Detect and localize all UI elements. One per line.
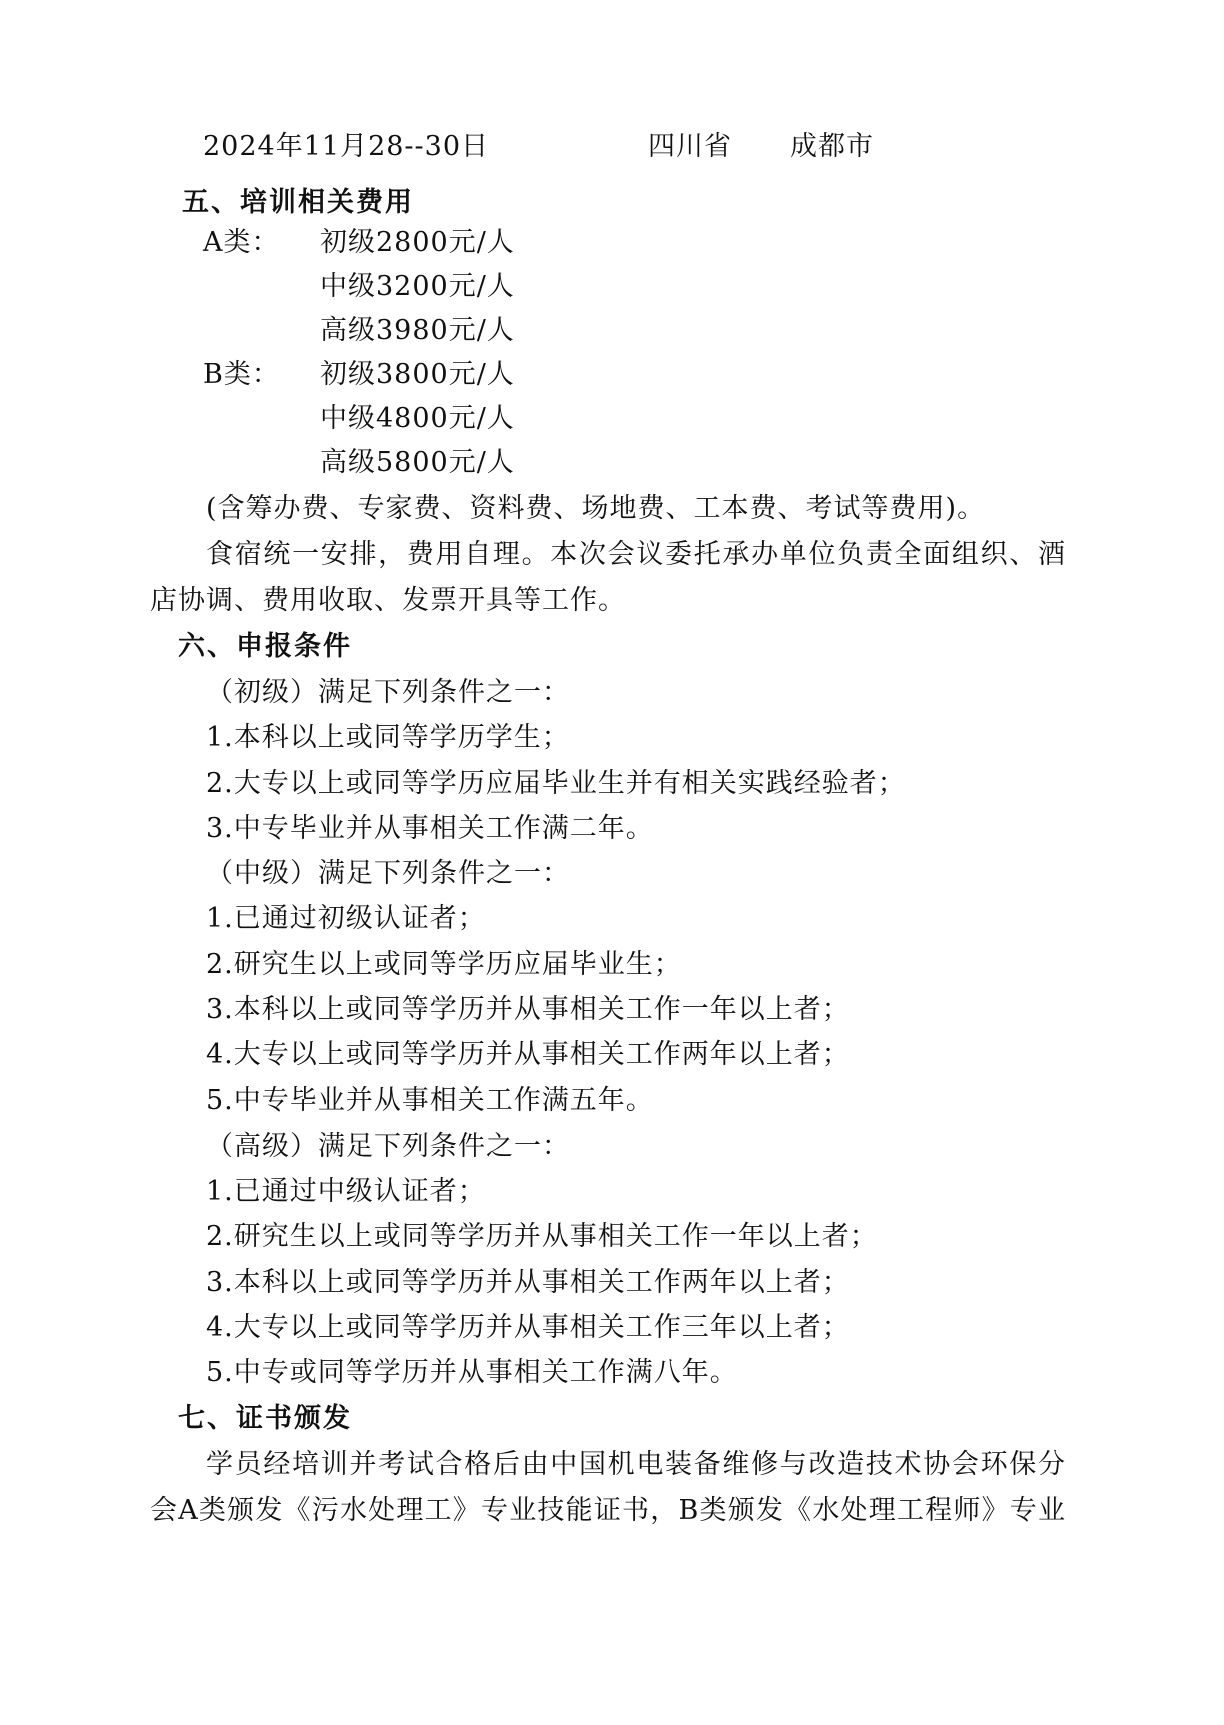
intermediate-condition-item: 2.研究生以上或同等学历应届毕业生； — [206, 949, 682, 980]
intermediate-conditions-title: （中级）满足下列条件之一： — [206, 858, 570, 889]
senior-conditions-title: （高级）满足下列条件之一： — [206, 1131, 570, 1162]
lodging-paragraph-line2: 店协调、费用收取、发票开具等工作。 — [150, 585, 626, 616]
schedule-date: 2024年11月28--30日 — [203, 131, 490, 162]
junior-condition-item: 3.中专毕业并从事相关工作满二年。 — [206, 813, 654, 844]
junior-condition-item: 1.本科以上或同等学历学生； — [206, 722, 570, 753]
senior-condition-item: 2.研究生以上或同等学历并从事相关工作一年以上者； — [206, 1221, 878, 1252]
class-a-label: A类： — [203, 227, 280, 258]
intermediate-condition-item: 1.已通过初级认证者； — [206, 903, 486, 934]
junior-condition-item: 2.大专以上或同等学历应届毕业生并有相关实践经验者； — [206, 768, 906, 799]
class-a-fee-junior: 初级2800元/人 — [320, 227, 515, 258]
class-a-fee-senior: 高级3980元/人 — [320, 315, 515, 346]
section5-heading: 五、培训相关费用 — [182, 187, 414, 218]
senior-condition-item: 4.大专以上或同等学历并从事相关工作三年以上者； — [206, 1312, 850, 1343]
intermediate-condition-item: 4.大专以上或同等学历并从事相关工作两年以上者； — [206, 1039, 850, 1070]
senior-condition-item: 3.本科以上或同等学历并从事相关工作两年以上者； — [206, 1267, 850, 1298]
certificate-paragraph-line2: 会A类颁发《污水处理工》专业技能证书，B类颁发《水处理工程师》专业 — [150, 1495, 1066, 1526]
class-a-fee-intermediate: 中级3200元/人 — [320, 271, 515, 302]
intermediate-condition-item: 5.中专毕业并从事相关工作满五年。 — [206, 1085, 654, 1116]
section7-heading: 七、证书颁发 — [178, 1403, 352, 1434]
intermediate-condition-item: 3.本科以上或同等学历并从事相关工作一年以上者； — [206, 994, 850, 1025]
section6-heading: 六、申报条件 — [178, 631, 352, 662]
lodging-paragraph-line1: 食宿统一安排，费用自理。本次会议委托承办单位负责全面组织、酒 — [206, 539, 1066, 570]
schedule-city: 成都市 — [790, 131, 874, 162]
senior-condition-item: 5.中专或同等学历并从事相关工作满八年。 — [206, 1357, 738, 1388]
class-b-fee-junior: 初级3800元/人 — [320, 359, 515, 390]
junior-conditions-title: （初级）满足下列条件之一： — [206, 677, 570, 708]
class-b-label: B类： — [203, 359, 280, 390]
certificate-paragraph-line1: 学员经培训并考试合格后由中国机电装备维修与改造技术协会环保分 — [206, 1449, 1066, 1480]
fees-includes-note: (含筹办费、专家费、资料费、场地费、工本费、考试等费用)。 — [206, 493, 986, 524]
class-b-fee-senior: 高级5800元/人 — [320, 447, 515, 478]
senior-condition-item: 1.已通过中级认证者； — [206, 1176, 486, 1207]
schedule-province: 四川省 — [648, 131, 732, 162]
class-b-fee-intermediate: 中级4800元/人 — [320, 403, 515, 434]
